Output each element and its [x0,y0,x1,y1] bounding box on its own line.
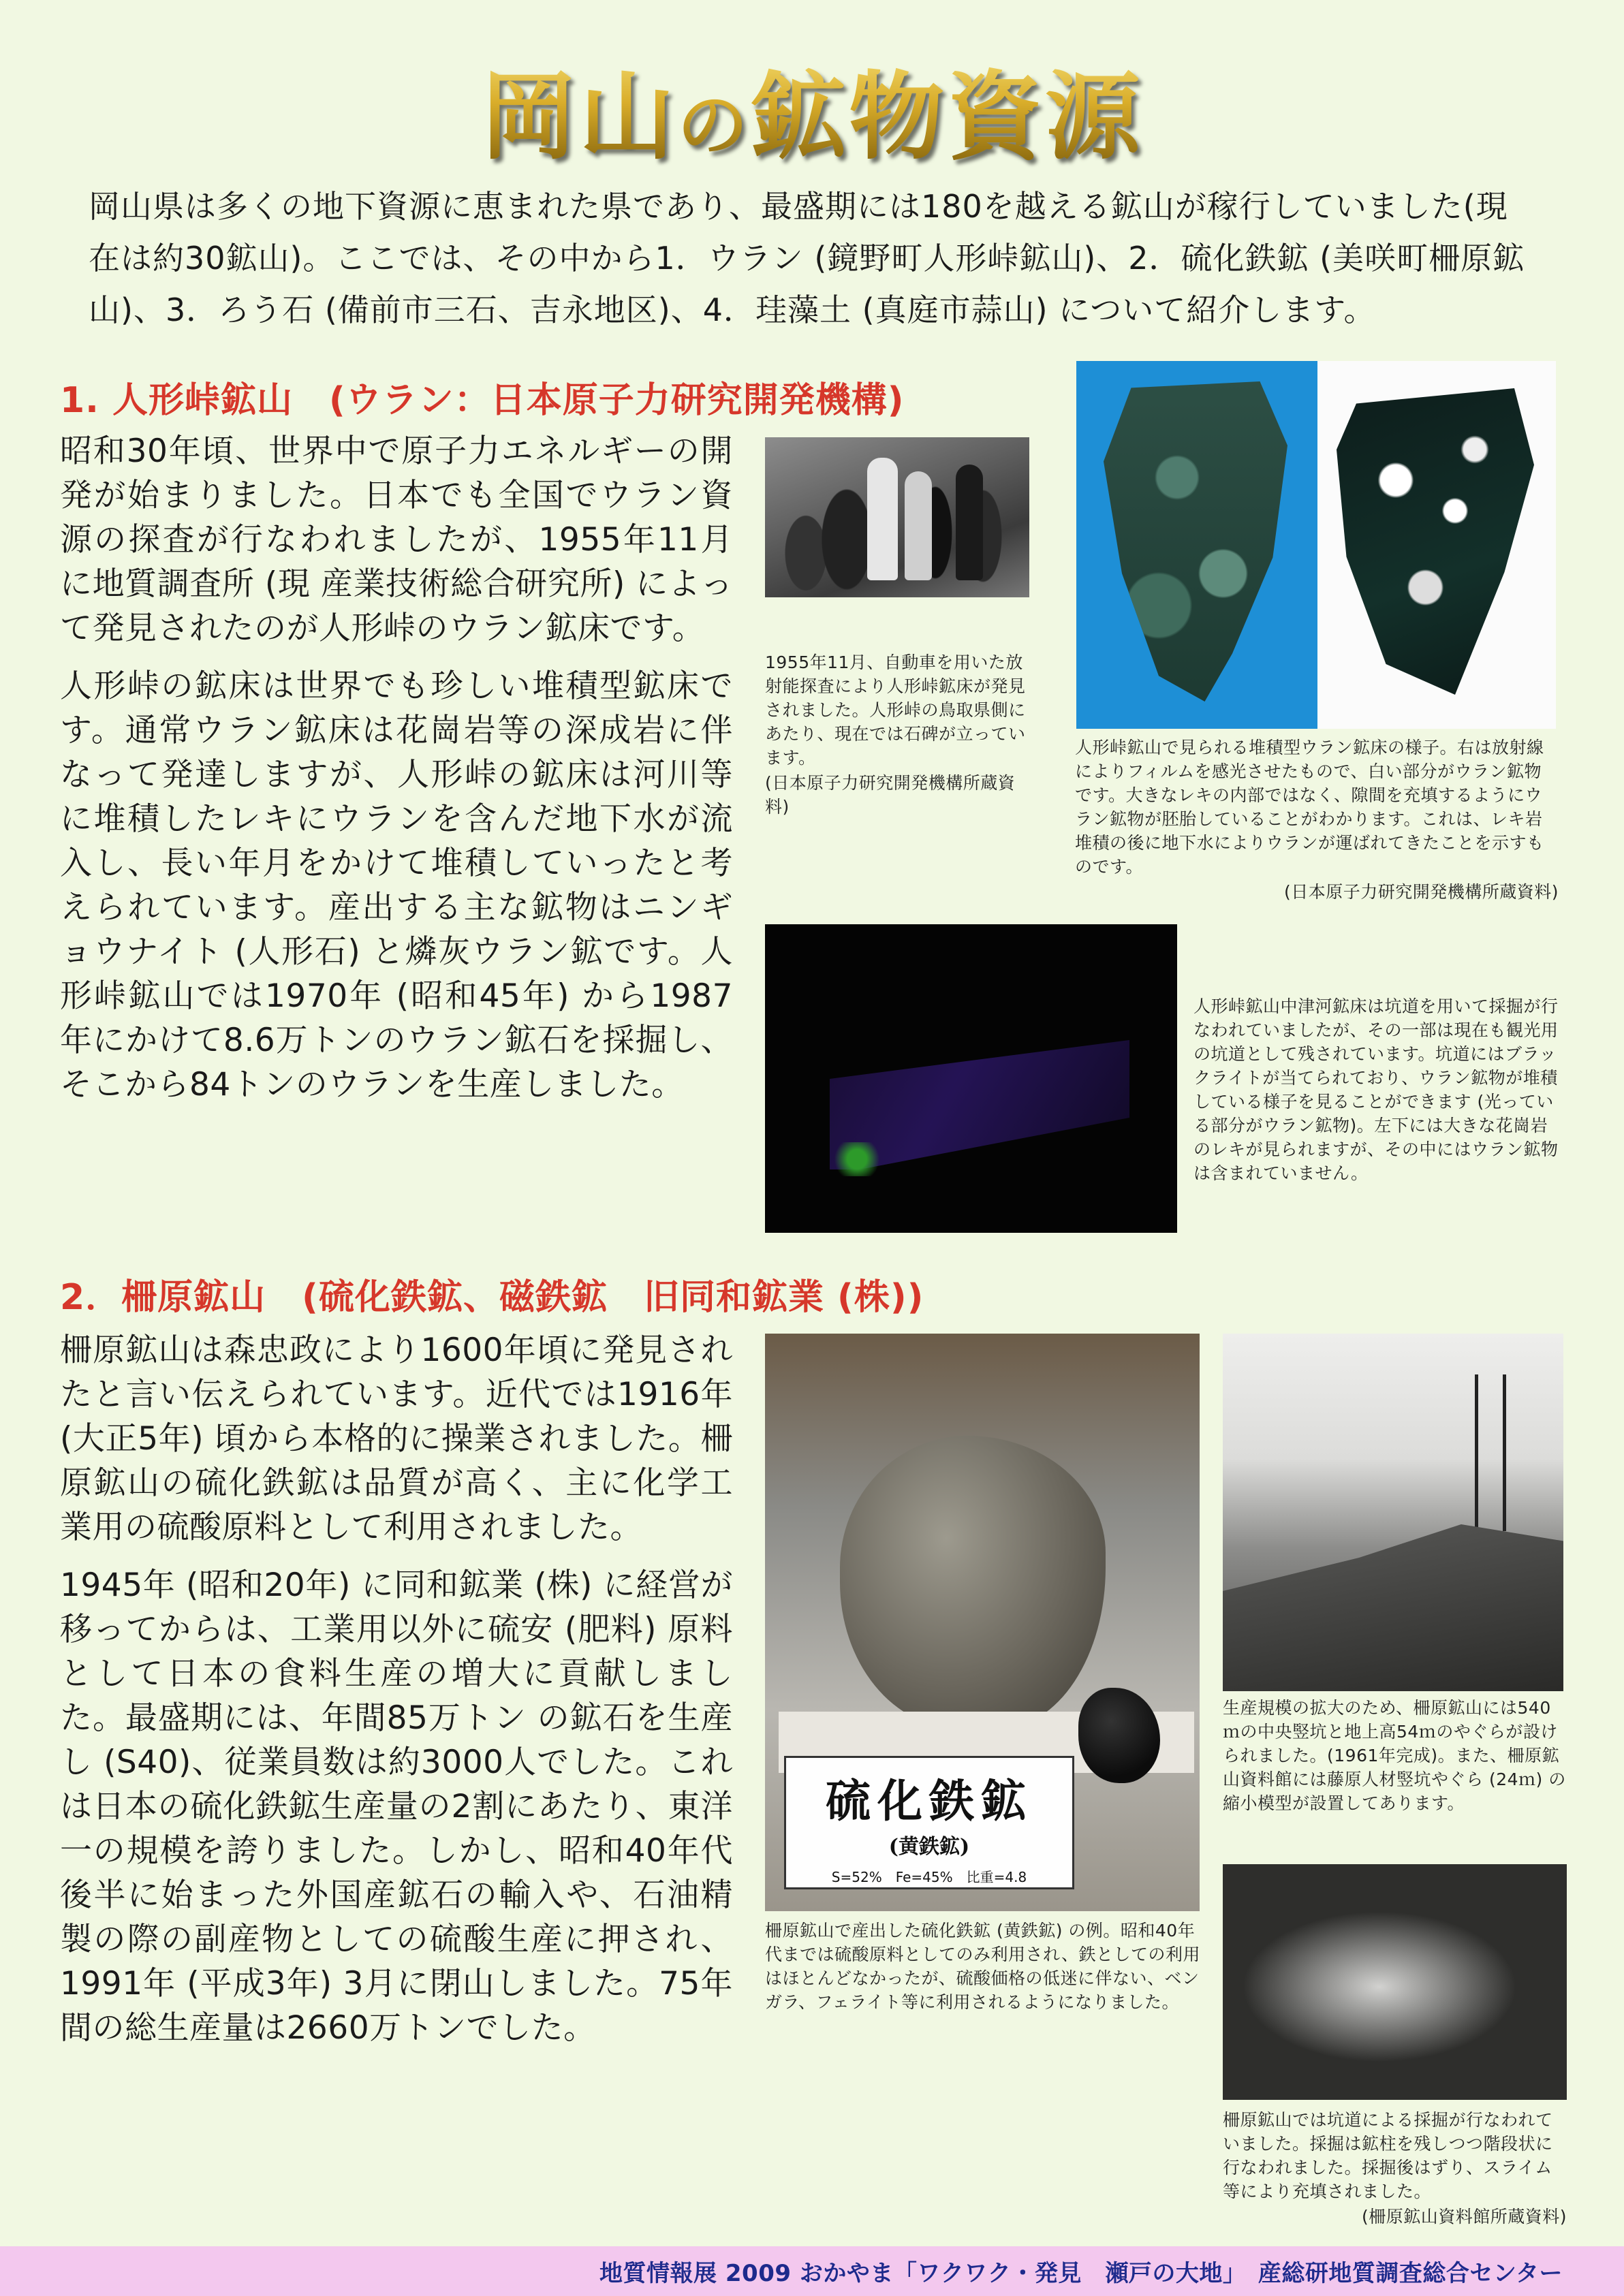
section1-heading: 1. 人形峠鉱山 (ウラン：日本原子力研究開発機構) [60,380,905,421]
autoradiograph-photo [1317,361,1556,729]
section1-paragraph: 人形峠の鉱床は世界でも珍しい堆積型鉱床です。通常ウラン鉱床は花崗岩等の深成岩に伴なって発達しますが、人形峠の鉱床は河川等に堆積したレキにウランを含んだ地下水が流入し、長い年月をかけて堆積していったと考えられています。産出する主な鉱物はニンギョウナイト (人形石) と燐灰ウラン鉱です。人形峠鉱山では1970年 (昭和45年) から1987年にかけて8.6万トンのウラン鉱石を採掘し、そこから84トンのウランを生産しました。 [60,667,733,1103]
footer-bar [0,2246,1624,2296]
section1-paragraph: 昭和30年頃、世界中で原子力エネルギーの開発が始まりました。日本でも全国でウラン資源の探査が行なわれましたが、1955年11月に地質調査所 (現 産業技術総合研究所) によって発見されたのが人形峠のウラン鉱床です。 [60,433,733,647]
intro-paragraph: 岡山県は多くの地下資源に恵まれた県であり、最盛期には180を越える鉱山が稼行していました(現在は約30鉱山)。ここでは、その中から1．ウラン (鏡野町人形峠鉱山)、2．硫化鉄鉱 (美咲町柵原鉱山)、3．ろう石 (備前市三石、吉永地区)、4．珪藻土 (真庭市蒜山) について紹介します。 [89,188,1525,328]
ore-caption-text: 人形峠鉱山で見られる堆積型ウラン鉱床の様子。右は放射線によりフィルムを感光させたもので、白い部分がウラン鉱物です。大きなレキの内部ではなく、隙間を充填するようにウラン鉱物が胚胎していることがわかります。これは、レキ岩堆積の後に地下水によりウランが運ばれてきたことを示すものです。 [1075,738,1544,877]
pyrite-caption: 柵原鉱山で産出した硫化鉄鉱 (黄鉄鉱) の例。昭和40年代までは硫酸原料としてのみ利用され、鉄としての利用はほとんどなかったが、硫酸価格の低迷に伴ない、ベンガラ、フェライト等に利用されるようになりました。 [765,1921,1201,2012]
section2-paragraph: 柵原鉱山は森忠政により1600年頃に発見されたと言い伝えられています。近代では1916年 (大正5年) 頃から本格的に操業されました。柵原鉱山の硫化鉄鉱は品質が高く、主に化学工業用の硫酸原料として利用されました。 [60,1332,733,1546]
section2-paragraph: 1945年 (昭和20年) に同和鉱業 (株) に経営が移ってからは、工業用以外に硫安 (肥料) 原料として日本の食料生産の増大に貢献しました。最盛期には、年間85万トン の鉱石を生産し (S40)、従業員数は約3000人でした。これは日本の硫化鉄鉱生産量の2割にあたり、東洋一の規模を誇りました。しかし、昭和40年代後半に始まった外国産鉱石の輸入や、石油精製の際の副産物としての硫酸生産に押され、1991年 (平成3年) 3月に閉山しました。75年間の総生産量は2660万トンでした。 [60,1567,733,2047]
specimen-label-card [784,1756,1074,1889]
specimen-name: 硫化鉄鉱 [826,1774,1033,1827]
survey-caption [765,650,1037,819]
mine-headframe-photo [1223,1334,1563,1691]
uranium-ore-photo [1076,361,1317,729]
page-title: 岡山の鉱物資源 [0,41,1624,178]
mine-caption: 生産規模の拡大のため、柵原鉱山には540ｍの中央竪坑と地上高54ｍのやぐらが設けられました。(1961年完成)。また、柵原鉱山資料館には藤原人材竪坑やぐら (24ｍ) の縮小模型が設置してあります。 [1223,1698,1566,1813]
blacklight-tunnel-photo [765,924,1177,1233]
section1-body [60,429,733,1120]
stope-caption [1223,2108,1567,2229]
specimen-composition: S=52% Fe=45% 比重=4.8 [831,1869,1027,1885]
footer-text: 地質情報展 2009 おかやま「ワクワク・発見 瀬戸の大地」 産総研地質調査総合センター [599,2260,1563,2287]
survey-caption-text: 1955年11月、自動車を用いた放射能探査により人形峠鉱床が発見されました。人形峠の鳥取県側にあたり、現在では石碑が立っています。 [765,652,1026,768]
underground-stope-photo [1223,1864,1567,2100]
stope-caption-text: 柵原鉱山では坑道による採掘が行なわれていました。採掘は鉱柱を残しつつ階段状に行なわれました。採掘後はずり、スライム等により充填されました。 [1223,2110,1553,2201]
survey-caption-source: (日本原子力研究開発機構所蔵資料) [765,773,1016,817]
ore-caption-source: (日本原子力研究開発機構所蔵資料) [1283,882,1559,902]
survey-photo [765,437,1029,597]
stope-caption-source: (柵原鉱山資料館所蔵資料) [1361,2207,1567,2227]
ore-caption [1075,736,1559,904]
specimen-subname: (黄鉄鉱) [888,1835,970,1859]
pyrite-specimen-photo [765,1334,1200,1911]
tunnel-caption: 人形峠鉱山中津河鉱床は坑道を用いて採掘が行なわれていましたが、その一部は現在も観光用の坑道として残されています。坑道にはブラックライトが当てられており、ウラン鉱物が堆積している様子を見ることができます (光っている部分がウラン鉱物)。左下には大きな花崗岩のレキが見られますが、その中にはウラン鉱物は含まれていません。 [1193,996,1559,1183]
section2-body [60,1328,733,2064]
section2-heading: 2．柵原鉱山 (硫化鉄鉱、磁鉄鉱 旧同和鉱業 (株)) [60,1277,924,1318]
